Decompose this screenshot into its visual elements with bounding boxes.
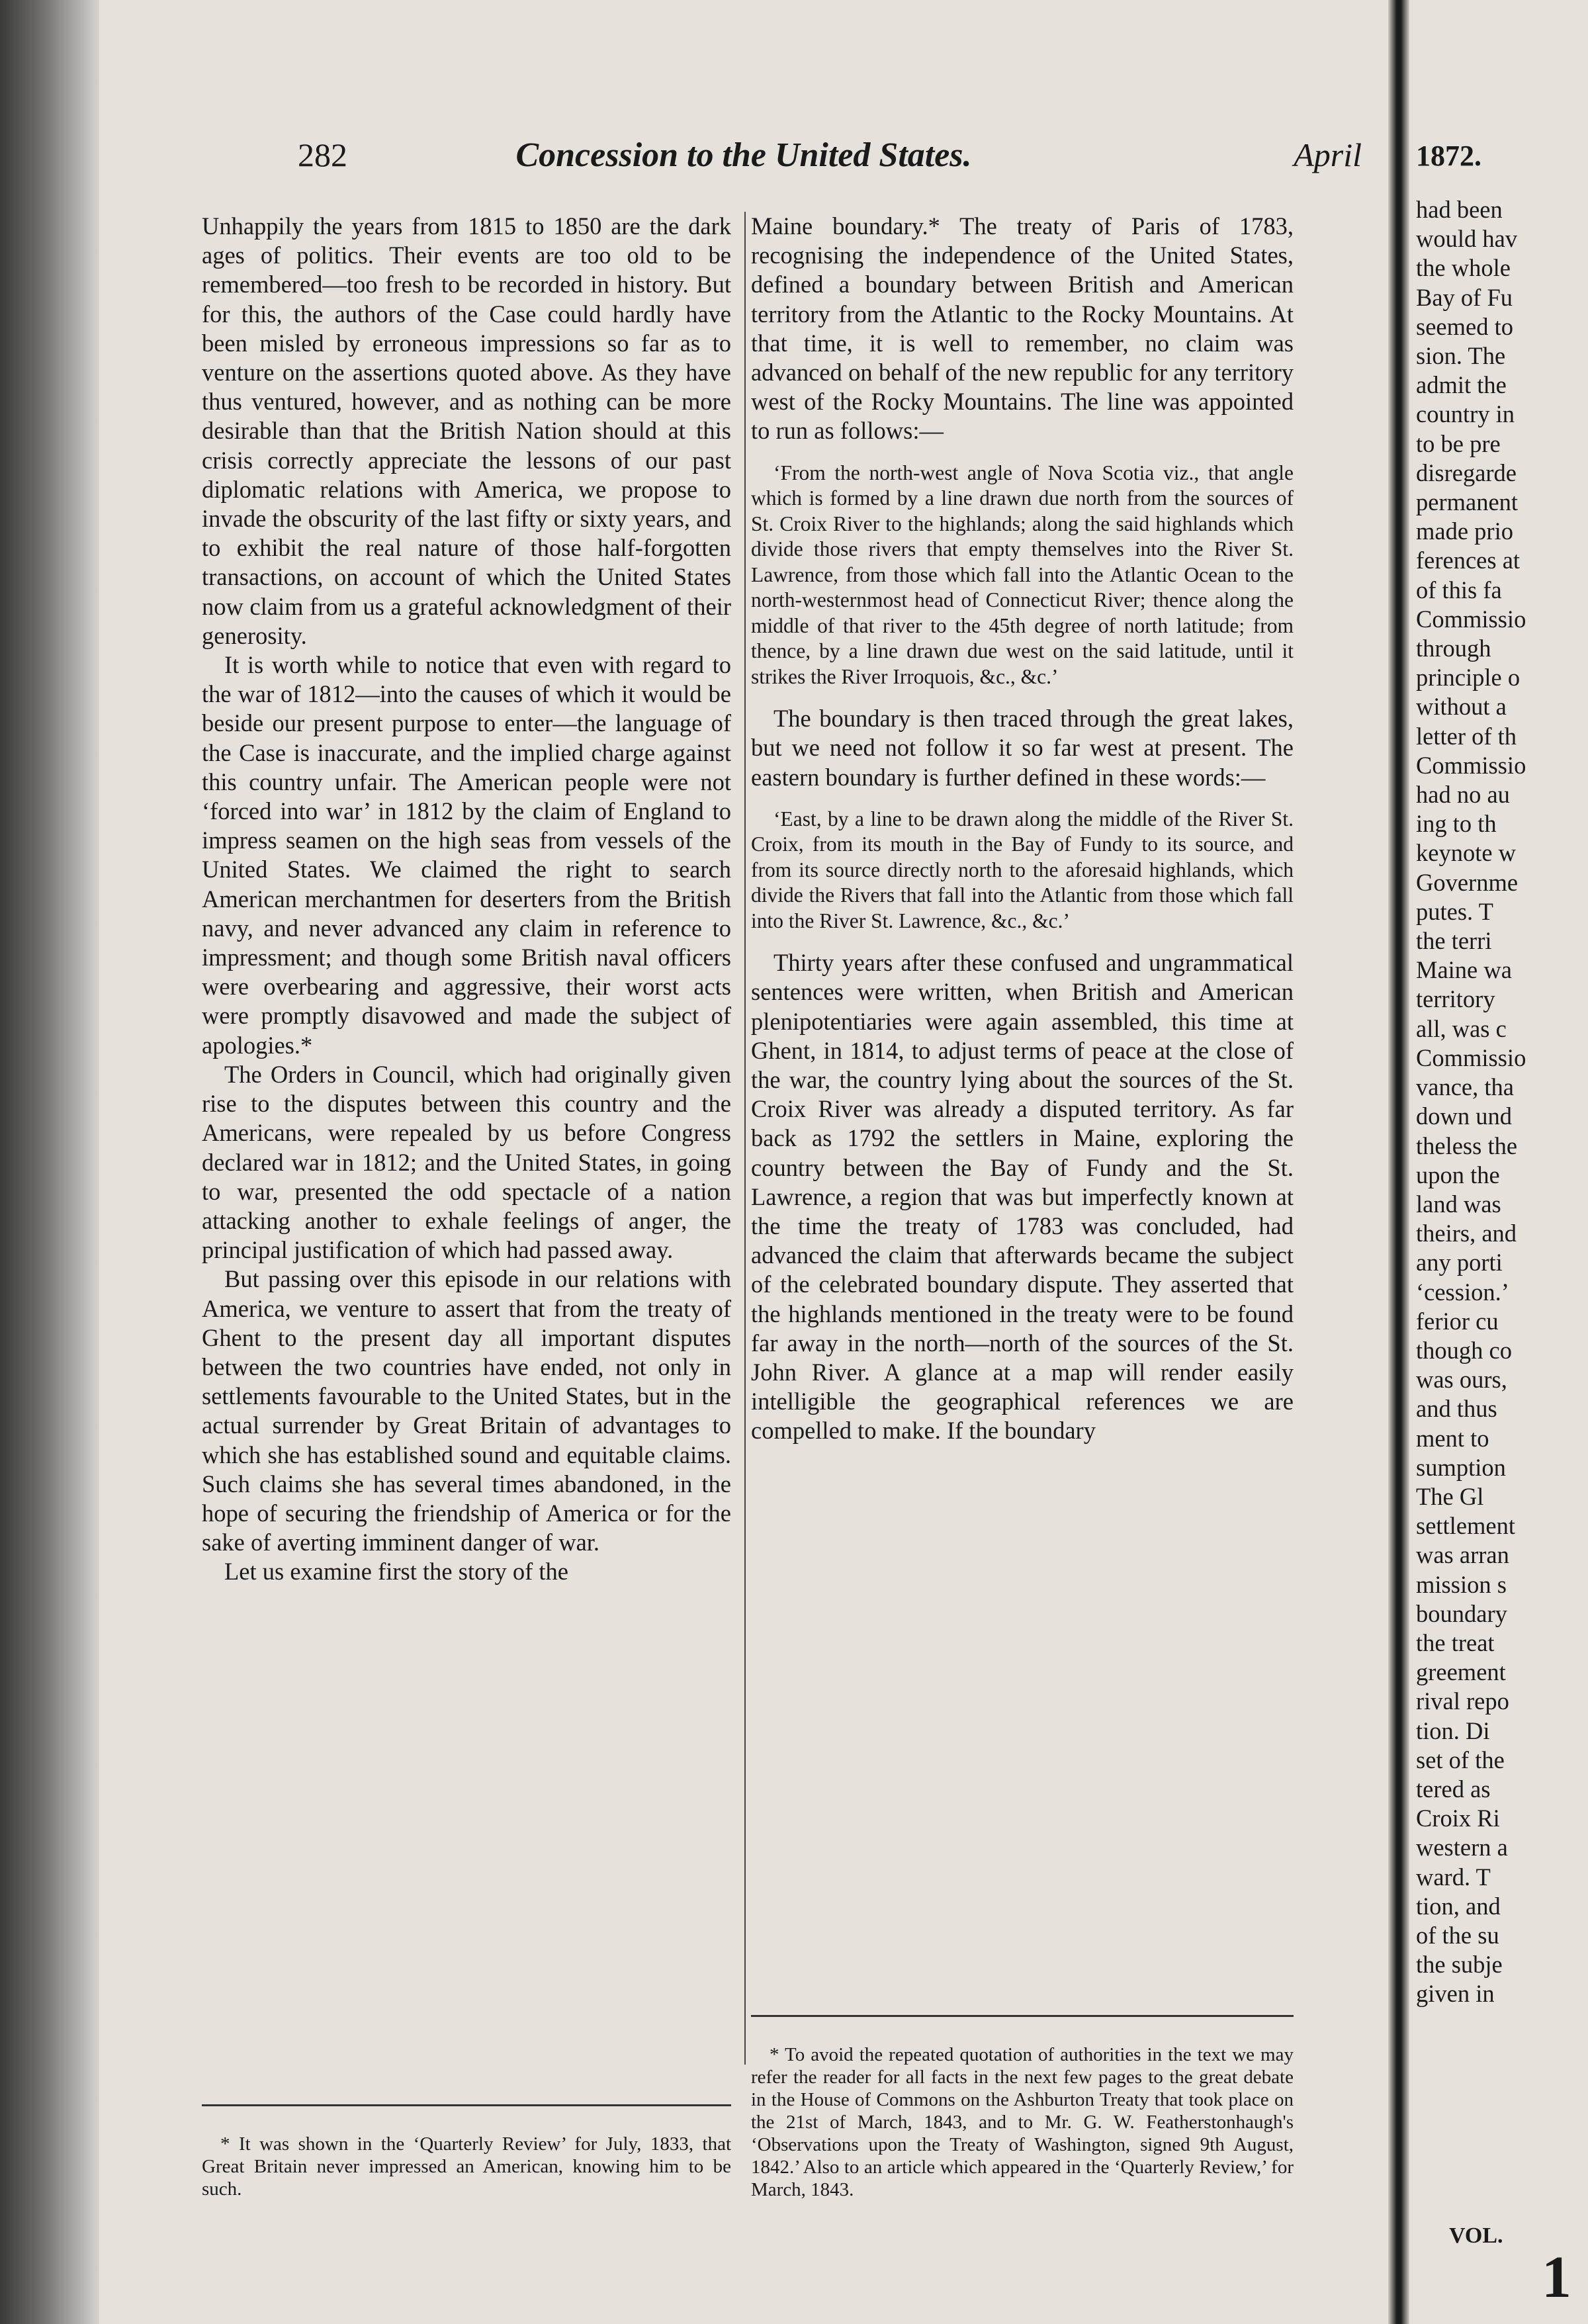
column-divider [744, 212, 746, 2065]
next-page-line: of this fa [1416, 576, 1502, 603]
next-page-line: to be pre [1416, 429, 1501, 457]
next-page-year: 1872. [1416, 140, 1481, 172]
next-page-line: seemed to [1416, 312, 1513, 340]
paragraph: Unhappily the years from 1815 to 1850 are the dark ages of politics. Their events are too old to be remembered—too fresh to be recorded in history. But for this, the authors of the Case could hardly have been misled by erroneous impressions so far as to venture on the assertions quoted above. As they have thus ventured, however, and as nothing can be more desirable than that the British Nation should at this crisis correctly appreciate the lessons of our past diplomatic relations with America, we propose to invade the obscurity of the last fifty or sixty years, and to exhibit the real nature of those half-forgotten transactions, on account of which the United States now claim from us a grateful acknowledgment of their generosity. [202, 212, 731, 649]
next-page-line: through [1416, 635, 1491, 662]
next-page-text [1416, 195, 1588, 2009]
next-page-line: tered as [1416, 1775, 1491, 1803]
paragraph: Thirty years after these confused and ungrammatical sentences were written, when British and American plenipotentiaries were again assembled, this time at Ghent, in 1814, to adjust terms of peace at the close of the war, the country lying about the sources of the St. Croix River was already a disputed territory. As far back as 1792 the settlers in Maine, exploring the country between the Bay of Fundy and the St. Lawrence, a region that was but imperfectly known at the time the treaty of 1783 was concluded, had advanced the claim that afterwards became the subject of the celebrated boundary dispute. They asserted that the highlands mentioned in the treaty were to be found far away in the north—north of the sources of the St. John River. A glance at a map will render easily intelligible the geographical references we are compelled to make. If the boundary [751, 949, 1294, 1445]
next-page-line: rival repo [1416, 1687, 1509, 1715]
footnote-block-left [202, 2051, 731, 2200]
footnote: * It was shown in the ‘Quarterly Review’ for July, 1833, that Great Britain never impressed an American, knowing him to be such. [202, 2133, 731, 2200]
next-page-line: Commissio [1416, 1044, 1526, 1071]
next-page-line: Governme [1416, 868, 1519, 896]
next-page-line: country in [1416, 400, 1515, 428]
footnote-block-right [751, 1962, 1294, 2201]
next-page-line: all, was c [1416, 1014, 1507, 1042]
next-page-line: putes. T [1416, 897, 1493, 925]
next-page-line: western a [1416, 1834, 1508, 1861]
next-page-line: ward. T [1416, 1863, 1491, 1891]
next-page-line: though co [1416, 1336, 1512, 1364]
next-page-line: had been [1416, 196, 1503, 223]
footnote-rule [751, 2015, 1294, 2017]
next-page-line: theirs, and [1416, 1220, 1517, 1247]
next-page-line: ferior cu [1416, 1307, 1499, 1335]
next-page-line: the treat [1416, 1629, 1495, 1656]
next-page-line: had no au [1416, 781, 1510, 809]
running-date: April [1294, 136, 1362, 173]
footnote: * To avoid the repeated quotation of authorities in the text we may refer the reader for all facts in the next few pages to the great debate in the House of Commons on the Ashburton Treaty that took place on the 21st of March, 1843, and to Mr. G. W. Featherstonhaugh's ‘Observations upon the Treaty of Washington, signed 9th August, 1842.’ Also to an article which appeared in the ‘Quarterly Review,’ for March, 1843. [751, 2044, 1294, 2200]
next-page-line: ment to [1416, 1424, 1489, 1452]
paragraph: The Orders in Council, which had originally given rise to the disputes between this country and the Americans, were repealed by us before Congress declared war in 1812; and the United States, in going to war, presented the odd spectacle of a nation attacking another to exhale feelings of anger, the principal justification of which had passed away. [202, 1060, 731, 1264]
signature-mark: 1 [1542, 2245, 1571, 2310]
next-page-line: given in [1416, 1980, 1495, 2008]
paragraph: The boundary is then traced through the great lakes, but we need not follow it so far west at present. The eastern boundary is further defined in these words:— [751, 705, 1294, 791]
paragraph: It is worth while to notice that even with regard to the war of 1812—into the causes of which it would be beside our present purpose to enter—the language of the Case is inaccurate, and the implied charge against this country unfair. The American people were not ‘forced into war’ in 1812 by the claim of England to impress seamen on the high seas from vessels of the United States. We claimed the right to search American merchantmen for deserters from the British navy, and never advanced any claim in reference to impressment; and though some British naval officers were overbearing and aggressive, their worst acts were promptly disavowed and made the subject of apologies.* [202, 651, 731, 1059]
next-page-line: made prio [1416, 517, 1513, 545]
paragraph: Maine boundary.* The treaty of Paris of 1783, recognising the independence of the United States, defined a boundary between British and American territory from the Atlantic to the Rocky Mountains. At that time, it is well to remember, no claim was advanced on behalf of the new republic for any territory west of the Rocky Mountains. The line was appointed to run as follows:— [751, 212, 1294, 445]
next-page-line: and thus [1416, 1395, 1497, 1423]
next-page-line: The Gl [1416, 1482, 1484, 1510]
next-page-line: settlement [1416, 1512, 1516, 1540]
next-page-line: Croix Ri [1416, 1805, 1500, 1832]
next-page-line: disregarde [1416, 459, 1517, 486]
right-column [751, 212, 1294, 1446]
next-page-line: the subje [1416, 1951, 1503, 1979]
next-page-line: letter of th [1416, 722, 1517, 750]
page-number: 282 [298, 136, 347, 173]
paragraph: Let us examine first the story of the [224, 1558, 568, 1586]
next-page-line: down und [1416, 1102, 1512, 1130]
next-page-line: ferences at [1416, 547, 1521, 574]
next-page-line: admit the [1416, 371, 1507, 399]
next-page-line: Commissio [1416, 751, 1526, 779]
next-page-line: tion, and [1416, 1892, 1501, 1920]
footnote-rule [202, 2104, 731, 2106]
block-quote: ‘From the north-west angle of Nova Scotia viz., that angle which is formed by a line drawn due north from the sources of St. Croix River to the highlands; along the said highlands which divide those rivers that empty themselves into the River St. Lawrence, from those which fall into the Atlantic Ocean to the north-westernmost head of Connecticut River; thence along the middle of that river to the 45th degree of north latitude; from thence, by a line drawn due west on the said latitude, until it strikes the River Irroquois, &c., &c.’ [751, 461, 1294, 688]
next-page-line: permanent [1416, 488, 1519, 516]
page-gutter [1388, 0, 1409, 2324]
next-page-line: without a [1416, 693, 1507, 721]
next-page-line: boundary [1416, 1599, 1507, 1627]
left-column [202, 212, 731, 1587]
next-page-line: would hav [1416, 225, 1518, 253]
next-page-fragment [1409, 0, 1571, 2324]
next-page-line: ing to th [1416, 810, 1497, 838]
next-page-line: vance, tha [1416, 1073, 1514, 1101]
next-page-line: sumption [1416, 1453, 1506, 1481]
running-head [99, 136, 1388, 195]
next-page-line: any porti [1416, 1249, 1503, 1276]
running-title: Concession to the United States. [515, 136, 972, 174]
next-page-line: tion. Di [1416, 1717, 1490, 1744]
next-page-line: greement [1416, 1658, 1506, 1686]
scan-edge-left [0, 0, 99, 2324]
next-page-line: Maine wa [1416, 956, 1512, 984]
next-page-line: the terri [1416, 927, 1492, 955]
next-page-line: theless the [1416, 1132, 1518, 1159]
next-page-line: keynote w [1416, 839, 1517, 867]
next-page-line: Bay of Fu [1416, 283, 1513, 311]
next-page-line: was arran [1416, 1541, 1509, 1569]
next-page-line: principle o [1416, 664, 1521, 692]
volume-mark: VOL. [1449, 2223, 1503, 2248]
paragraph: But passing over this episode in our relations with America, we venture to assert that from the treaty of Ghent to the present day all important disputes between the two countries have ended, not only in settlements favourable to the United States, but in the actual surrender by Great Britain of advantages to which she has established sound and equitable claims. Such claims she has several times abandoned, in the hope of securing the friendship of America or for the sake of averting imminent danger of war. [202, 1265, 731, 1556]
next-page-line: ‘cession.’ [1416, 1278, 1509, 1306]
next-page-line: mission s [1416, 1570, 1507, 1598]
next-page-line: set of the [1416, 1746, 1505, 1773]
next-page-line: sion. The [1416, 342, 1506, 370]
block-quote: ‘East, by a line to be drawn along the middle of the River St. Croix, from its mouth in the Bay of Fundy to its source, and from its source directly north to the aforesaid highlands, which divide the Rivers that fall into the Atlantic from those which fall into the River St. Lawrence, &c., &c.’ [751, 807, 1294, 932]
next-page-line: upon the [1416, 1161, 1500, 1188]
next-page-line: was ours, [1416, 1366, 1507, 1394]
next-page-line: the whole [1416, 254, 1511, 282]
next-page-line: land was [1416, 1190, 1501, 1218]
next-page-line: territory [1416, 985, 1495, 1013]
next-page-line: Commissio [1416, 605, 1526, 633]
next-page-line: of the su [1416, 1921, 1499, 1949]
